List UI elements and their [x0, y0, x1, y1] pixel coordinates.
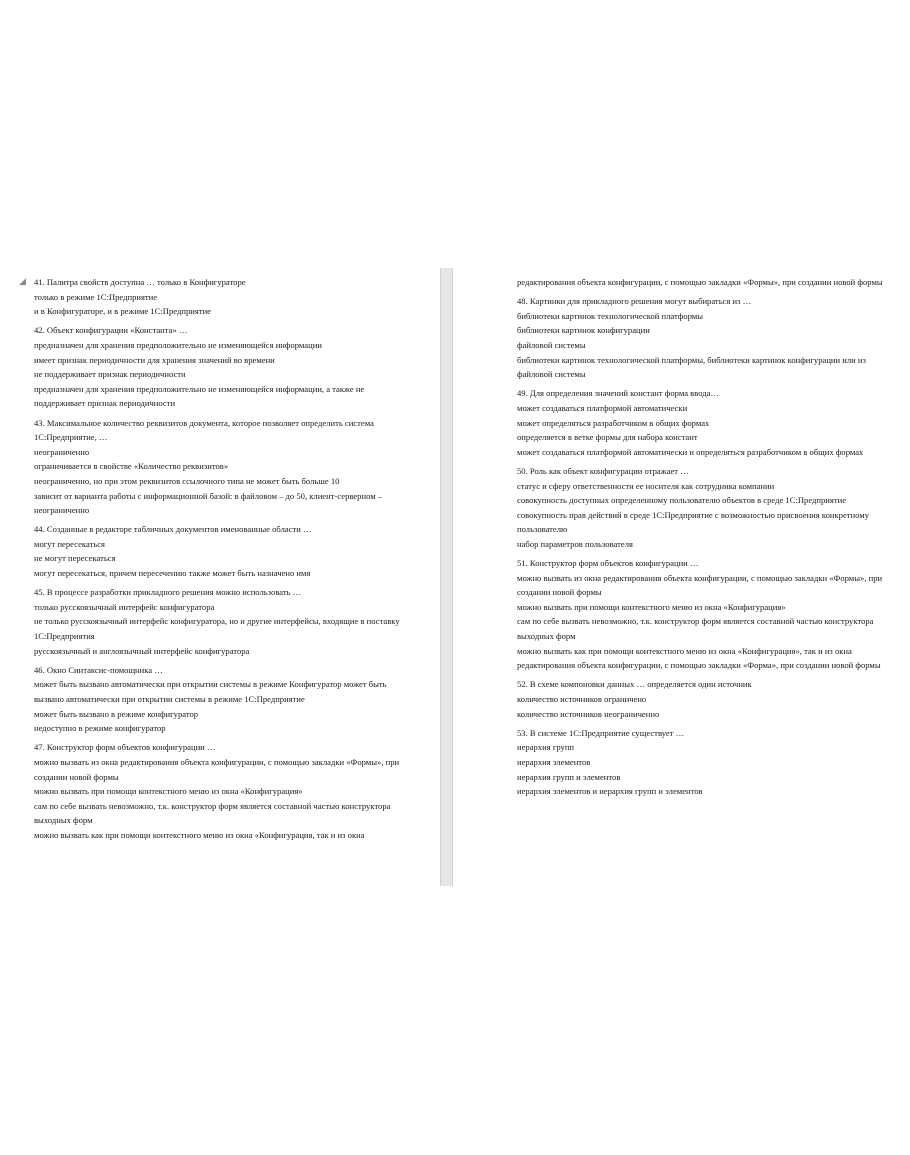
question-block: [34, 323, 412, 411]
question-block: [517, 294, 895, 382]
question-block: [34, 275, 412, 319]
answer-option: могут пересекаться: [34, 538, 106, 549]
answer-option: сам по себе вызвать невозможно, т.к. конструктор форм является составной частью конструктора выходных форм: [34, 800, 391, 826]
answer-option: можно вызвать при помощи контекстного меню из окна «Конфигурация»: [34, 786, 303, 797]
answer-option: иерархия элементов: [517, 756, 591, 767]
answer-option: файловой системы: [517, 369, 586, 380]
answer-option: русскоязычный и англоязычный интерфейс конфигуратора: [34, 645, 250, 656]
answer-option: можно вызвать из окна редактирования объекта конфигурации, с помощью закладки «Формы», при создании новой формы: [517, 572, 883, 598]
answer-option: зависит от варианта работы с информационной базой: в файловом – до 50, клиент-серверном – неограниченно: [34, 490, 383, 516]
question-text: 49. Для определения значений констант форма ввода…: [517, 388, 720, 399]
answer-option: может создаваться платформой автоматически и определяться разработчиком в общих формах: [517, 446, 864, 457]
answer-option: количество источников неограниченно: [517, 708, 660, 719]
answer-option: не только русскоязычный интерфейс конфигуратора, но и другие интерфейсы, входящие в поставку 1С:Предприятия: [34, 616, 400, 642]
answer-option: можно вызвать как при помощи контекстного меню из окна «Конфигурация», так и из окна: [517, 645, 852, 656]
answer-option: иерархия групп и элементов: [517, 771, 621, 782]
answer-option: библиотеки картинок технологической платформы, библиотеки картинок конфигурации или из: [517, 354, 866, 365]
question-text: 47. Конструктор форм объектов конфигурации …: [34, 742, 216, 753]
question-block: [34, 585, 412, 658]
answer-option: совокупность прав действий в среде 1С:Предприятие с возможностью присвоения конкретному пользователю: [517, 509, 870, 535]
question-text: 48. Картинки для прикладного решения могут выбираться из …: [517, 296, 752, 307]
question-block: [517, 726, 895, 799]
answer-option: неограниченно, но при этом реквизитов ссылочного типа не может быть больше 10: [34, 475, 340, 486]
page-gutter-divider: [440, 268, 453, 886]
question-text: 53. В системе 1С:Предприятие существует …: [517, 727, 685, 738]
answer-option: определяется в ветке формы для набора констант: [517, 432, 698, 443]
answer-option: можно вызвать при помощи контекстного меню из окна «Конфигурация»: [517, 601, 786, 612]
answer-option: редактирования объекта конфигурации, с помощью закладки «Форма», при создании новой формы: [517, 660, 881, 671]
question-block: [517, 464, 895, 552]
answer-option: и в Конфигураторе, и в режиме 1С:Предприятие: [34, 306, 211, 317]
question-block: [34, 663, 412, 736]
answer-option: только русскоязычный интерфейс конфигуратора: [34, 601, 215, 612]
answer-option: может быть вызвано автоматически при открытии системы в режиме Конфигуратор может быть вызвано автоматически при открытии системы в режиме 1С:Предприятие: [34, 679, 387, 704]
question-text: 45. В процессе разработки прикладного решения можно использовать …: [34, 587, 302, 598]
question-block: [517, 275, 895, 290]
answer-option: редактирования объекта конфигурации, с помощью закладки «Формы», при создании новой формы: [517, 277, 883, 287]
answer-option: иерархия групп: [517, 742, 575, 753]
answer-option: может быть вызвано в режиме конфигуратор: [34, 708, 199, 719]
question-text: 51. Конструктор форм объектов конфигурации …: [517, 558, 699, 569]
answer-option: предназначен для хранения предположительно не изменяющейся информации: [34, 339, 322, 350]
answer-option: набор параметров пользователя: [517, 538, 633, 549]
answer-option: библиотеки картинок технологической платформы: [517, 310, 703, 321]
answer-option: можно вызвать из окна редактирования объекта конфигурации, с помощью закладки «Формы», при создании новой формы: [34, 756, 400, 782]
right-page-column: [517, 275, 895, 803]
answer-option: предназначен для хранения предположительно не изменяющейся информации, а также не поддерживает признак периодичности: [34, 383, 365, 409]
answer-option: могут пересекаться, причем пересечению также может быть назначено имя: [34, 568, 311, 579]
left-page-column: [34, 275, 412, 847]
question-text: 46. Окно Синтаксис-помощника …: [34, 664, 163, 675]
question-text: 42. Объект конфигурации «Константа» …: [34, 325, 188, 336]
answer-option: библиотеки картинок конфигурации: [517, 325, 650, 336]
question-text: 50. Роль как объект конфигурации отражает …: [517, 465, 689, 476]
question-block: [34, 416, 412, 518]
answer-option: может определяться разработчиком в общих формах: [517, 417, 710, 428]
answer-option: не могут пересекаться: [34, 553, 116, 564]
answer-option: сам по себе вызвать невозможно, т.к. конструктор форм является составной частью конструктора выходных форм: [517, 616, 874, 642]
question-text: 41. Палитра свойств доступна … только в Конфигураторе: [34, 277, 246, 287]
question-text: 43. Максимальное количество реквизитов документа, которое позволяет определить система 1С:Предприятие, …: [34, 417, 374, 443]
answer-option: не поддерживает признак периодичности: [34, 369, 186, 380]
answer-option: может создаваться платформой автоматически: [517, 402, 688, 413]
answer-option: имеет признак периодичности для хранения значений во времени: [34, 354, 275, 365]
question-block: [34, 522, 412, 580]
question-text: 52. В схеме компоновки данных … определяется один источник: [517, 679, 752, 690]
question-block: [517, 556, 895, 673]
question-block: [34, 740, 412, 842]
answer-option: совокупность доступных определенному пользователю объектов в среде 1С:Предприятие: [517, 495, 847, 506]
answer-option: статус и сферу ответственности ее носителя как сотрудника компании: [517, 480, 775, 491]
answer-option: иерархия элементов и иерархия групп и элементов: [517, 786, 703, 797]
question-block: [517, 677, 895, 721]
answer-option: файловой системы: [517, 339, 586, 350]
answer-option: ограничивается в свойстве «Количество реквизитов»: [34, 461, 229, 472]
answer-option: только в режиме 1С:Предприятие: [34, 291, 158, 302]
answer-option: можно вызвать как при помощи контекстного меню из окна «Конфигурация, так и из окна: [34, 829, 365, 840]
question-block: [517, 386, 895, 459]
answer-option: количество источников ограничено: [517, 694, 647, 704]
anchor-icon: ◢: [19, 276, 26, 286]
answer-option: неограниченно: [34, 446, 90, 457]
question-text: 44. Созданные в редакторе табличных документов именованные области …: [34, 524, 312, 535]
answer-option: недоступно в режиме конфигуратор: [34, 723, 166, 734]
